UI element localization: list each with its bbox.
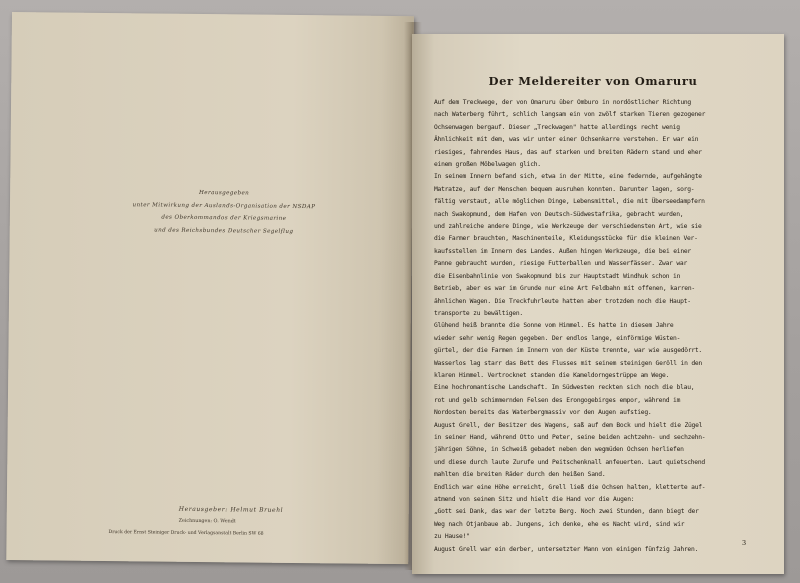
article-line: „Gott sei Dank, das war der letzte Berg. Noch zwei Stunden, dann biegt der	[434, 508, 699, 516]
article-line: Endlich war eine Höhe erreicht, Grell ließ die Ochsen halten, kletterte auf-	[434, 483, 706, 491]
article-line: atmend von seinem Sitz und hielt die Hand vor die Augen:	[434, 496, 635, 503]
article-line: transporte zu bewältigen.	[434, 309, 523, 317]
article-line: gürtel, der die Farmen im Innern von der Küste trennte, war wie ausgedörrt.	[434, 347, 702, 355]
article	[434, 74, 752, 556]
article-line: Betrieb, aber es war im Grunde nur eine Art Feldbahn mit offenen, karren-	[434, 285, 695, 293]
article-line: In seinem Innern befand sich, etwa in der Mitte, eine federnde, aufgehängte	[434, 173, 702, 181]
printer-line: Druck der Ernst Steiniger Druck- und Verlagsanstalt Berlin SW 68	[108, 530, 264, 537]
article-line: und diese durch laute Zurufe und Peitschenknall anfeuerten. Laut quietschend	[434, 458, 705, 466]
article-line: Matratze, auf der Menschen bequem ausruhen konnten. Darunter lagen, sorg-	[434, 185, 695, 193]
article-line: August Grell, der Besitzer des Wagens, saß auf dem Bock und hielt die Zügel	[434, 421, 703, 429]
article-line: ähnlichen Wagen. Die Treckfuhrleute hatten aber trotzdem noch die Haupt-	[434, 297, 691, 305]
imprint-line: Herausgegeben	[199, 189, 250, 197]
article-line: kaufsstellen im Innern des Landes. Außen hingen Werkzeuge, die bei einer	[434, 247, 691, 255]
article-line: August Grell war ein derber, untersetzter Mann von einigen fünfzig Jahren.	[434, 545, 699, 553]
article-line: mahlten die breiten Räder durch den heißen Sand.	[434, 471, 606, 479]
article-line: klaren Himmel. Vertrocknet standen die Kameldorngestrüppe am Wege.	[434, 371, 670, 379]
article-line: zu Hause!"	[434, 533, 470, 541]
right-page	[412, 34, 784, 574]
publisher-block	[108, 503, 338, 541]
open-booklet	[12, 12, 792, 572]
left-page	[6, 12, 414, 564]
article-line: und zahlreiche andere Dinge, wie Werkzeuge der verschiedensten Art, wie sie	[434, 223, 702, 231]
article-line: Glühend heiß brannte die Sonne vom Himmel. Es hatte in diesem Jahre	[434, 322, 674, 330]
article-line: Weg nach Otjanbaue ab. Jungens, ich denke, ehe es Nacht wird, sind wir	[434, 520, 685, 528]
article-line: einem großen Möbelwagen glich.	[434, 161, 541, 169]
article-line: wieder sehr wenig Regen gegeben. Der endlos lange, einförmige Wüsten-	[434, 334, 681, 342]
article-line: nach Waterberg führt, schlich langsam ein von zwölf starken Tieren gezogener	[434, 111, 706, 119]
article-line: Panne gebraucht wurden, riesige Futterballen und Wasserfässer. Zwar war	[434, 260, 688, 268]
imprint-line: unter Mitwirkung der Auslands-Organisation der NSDAP	[132, 201, 316, 210]
imprint-line: des Oberkommandos der Kriegsmarine	[161, 214, 287, 222]
article-line: Nordosten bereits das Waterbergmassiv vor den Augen aufstieg.	[434, 409, 652, 417]
article-title: Der Meldereiter von Omaruru	[488, 74, 698, 88]
article-line: Wasserlos lag starr das Bett des Flusses mit seinem steinigen Geröll in den	[434, 359, 702, 367]
editor-line: Herausgeber: Helmut Bruehl	[178, 505, 284, 514]
article-line: Ähnlichkeit mit dem, was wir unter einer Ochsenkarre verstehen. Er war ein	[434, 136, 699, 144]
article-body	[434, 97, 752, 556]
article-line: die Farmer brauchten, Maschinenteile, Kleidungsstücke für die kleinen Ver-	[434, 235, 698, 243]
article-line: die Eisenbahnlinie von Swakopmund bis zur Hauptstadt Windhuk schon in	[434, 272, 681, 280]
article-line: Auf dem Treckwege, der von Omaruru über Omburo in nordöstlicher Richtung	[434, 99, 691, 106]
article-line: riesiges, fahrendes Haus, das auf starken und breiten Rädern stand und eher	[434, 148, 702, 156]
illustrator-line: Zeichnungen: O. Wendt	[178, 518, 236, 525]
imprint-line: und des Reichsbundes Deutscher Segelflug	[154, 227, 294, 235]
article-line: Eine hochromantische Landschaft. Im Südwesten reckten sich noch die blau,	[434, 384, 695, 392]
article-line: rot und gelb schimmernden Felsen des Erongogebirges empor, während im	[434, 396, 681, 404]
article-line: nach Swakopmund, dem Hafen von Deutsch-Südwestafrika, gebracht wurden,	[434, 210, 684, 218]
article-line: jährigen Söhne, in Schweiß gebadet neben den wegmüden Ochsen herliefen	[434, 446, 684, 454]
article-line: in seiner Hand, während Otto und Peter, seine beiden achtzehn- und sechzehn-	[434, 433, 706, 441]
article-line: fältig verstaut, alle möglichen Dinge, Lebensmittel, die mit Überseedampfern	[434, 198, 705, 206]
page-number: 3	[742, 539, 747, 547]
imprint-block	[114, 186, 335, 238]
article-line: Ochsenwagen bergauf. Dieser „Treckwagen" hatte allerdings recht wenig	[434, 123, 680, 131]
